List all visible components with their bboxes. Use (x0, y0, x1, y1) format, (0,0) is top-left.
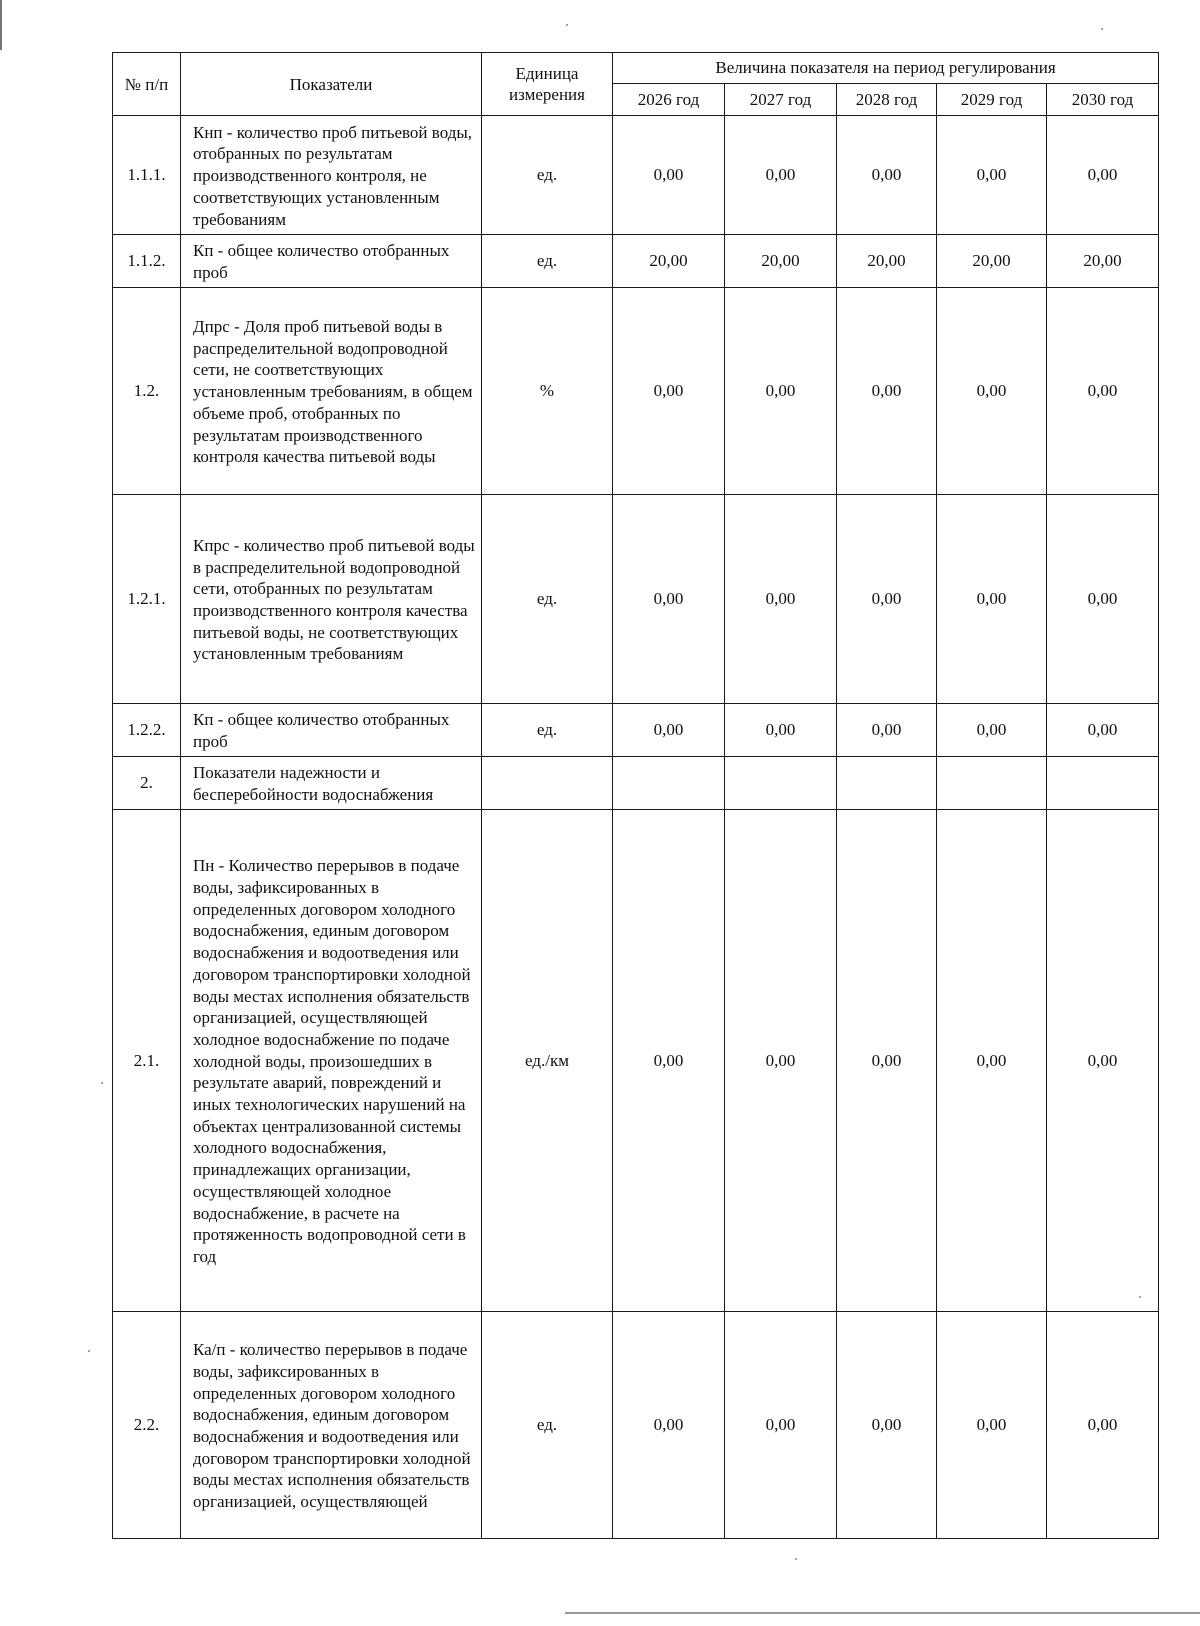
row-indicator: Кпрс - количество проб питьевой воды в распределительной водопроводной сети, отобранных по результатам производственного контроля качества питьевой воды, не соответствующих установленным требованиям (181, 495, 482, 704)
header-year: 2029 год (937, 84, 1047, 116)
table-row (113, 1312, 1159, 1539)
row-value: 0,00 (613, 810, 725, 1312)
row-value: 0,00 (937, 495, 1047, 704)
table-row (113, 235, 1159, 288)
row-indicator: Кп - общее количество отобранных проб (181, 704, 482, 757)
row-value: 0,00 (613, 495, 725, 704)
table-row (113, 704, 1159, 757)
table-row (113, 757, 1159, 810)
row-value: 0,00 (937, 810, 1047, 1312)
row-value: 0,00 (725, 495, 837, 704)
header-year: 2026 год (613, 84, 725, 116)
table-row (113, 495, 1159, 704)
row-value: 0,00 (1047, 288, 1159, 495)
row-value: 0,00 (837, 116, 937, 235)
row-indicator: Пн - Количество перерывов в подаче воды, зафиксированных в определенных договором холодного водоснабжения, единым договором водоснабжения и водоотведения или договором транспортировки холодной воды местах исполнения обязательств организацией, осуществляющей холодное водоснабжение по подаче холодной воды, произошедших в результате аварий, повреждений и иных технологических нарушений на объектах централизованной системы холодного водоснабжения, принадлежащих организации, осуществляющей холодное водоснабжение, в расчете на протяженность водопроводной сети в год (181, 810, 482, 1312)
table-body (113, 116, 1159, 1539)
header-year: 2027 год (725, 84, 837, 116)
table-row (113, 288, 1159, 495)
row-unit: ед. (482, 1312, 613, 1539)
row-unit: ед. (482, 495, 613, 704)
header-year: 2028 год (837, 84, 937, 116)
header-year: 2030 год (1047, 84, 1159, 116)
scan-speck (88, 1350, 90, 1352)
row-value: 0,00 (837, 810, 937, 1312)
header-row-top (113, 53, 1159, 84)
row-unit: ед. (482, 235, 613, 288)
row-value: 20,00 (937, 235, 1047, 288)
row-value: 0,00 (613, 1312, 725, 1539)
row-value: 20,00 (725, 235, 837, 288)
row-num: 2.2. (113, 1312, 181, 1539)
row-num: 1.2.2. (113, 704, 181, 757)
row-value: 0,00 (725, 704, 837, 757)
scan-speck (566, 24, 568, 26)
row-value: 0,00 (1047, 704, 1159, 757)
row-value: 0,00 (937, 704, 1047, 757)
row-value: 0,00 (613, 288, 725, 495)
scan-speck (795, 1558, 797, 1560)
row-unit: % (482, 288, 613, 495)
row-unit: ед. (482, 704, 613, 757)
row-num: 1.1.2. (113, 235, 181, 288)
row-indicator: Ка/п - количество перерывов в подаче воды, зафиксированных в определенных договором холодного водоснабжения, единым договором водоснабжения и водоотведения или договором транспортировки холодной воды местах исполнения обязательств организацией, осуществляющей (181, 1312, 482, 1539)
header-indicator: Показатели (181, 53, 482, 116)
row-value (937, 757, 1047, 810)
row-num: 1.1.1. (113, 116, 181, 235)
row-value: 0,00 (725, 810, 837, 1312)
row-value: 0,00 (837, 704, 937, 757)
row-value: 0,00 (613, 116, 725, 235)
row-value: 0,00 (937, 1312, 1047, 1539)
row-unit: ед./км (482, 810, 613, 1312)
row-value: 0,00 (1047, 116, 1159, 235)
row-unit: ед. (482, 116, 613, 235)
row-value: 20,00 (837, 235, 937, 288)
row-unit (482, 757, 613, 810)
scan-speck (101, 1082, 103, 1084)
row-indicator: Кнп - количество проб питьевой воды, отобранных по результатам производственного контроля, не соответствующих установленным требованиям (181, 116, 482, 235)
table-header (113, 53, 1159, 116)
row-value: 0,00 (725, 1312, 837, 1539)
row-num: 2.1. (113, 810, 181, 1312)
row-value (1047, 757, 1159, 810)
row-value (725, 757, 837, 810)
row-num: 1.2.1. (113, 495, 181, 704)
row-num: 2. (113, 757, 181, 810)
scan-speck (1101, 28, 1103, 30)
row-value: 20,00 (613, 235, 725, 288)
header-period: Величина показателя на период регулирования (613, 53, 1159, 84)
row-num: 1.2. (113, 288, 181, 495)
table-row (113, 810, 1159, 1312)
row-value: 0,00 (613, 704, 725, 757)
page-edge (0, 0, 2, 50)
row-value: 0,00 (1047, 810, 1159, 1312)
row-indicator: Кп - общее количество отобранных проб (181, 235, 482, 288)
page-bottom-rule (565, 1612, 1200, 1614)
row-value: 0,00 (1047, 1312, 1159, 1539)
row-value: 0,00 (837, 1312, 937, 1539)
header-num: № п/п (113, 53, 181, 116)
row-value (613, 757, 725, 810)
row-value: 0,00 (1047, 495, 1159, 704)
header-unit: Единица измерения (482, 53, 613, 116)
row-value: 0,00 (837, 288, 937, 495)
row-value: 0,00 (937, 116, 1047, 235)
row-indicator: Дпрс - Доля проб питьевой воды в распределительной водопроводной сети, не соответствующих установленным требованиям, в общем объеме проб, отобранных по результатам производственного контроля качества питьевой воды (181, 288, 482, 495)
row-indicator: Показатели надежности и бесперебойности водоснабжения (181, 757, 482, 810)
indicators-table (112, 52, 1159, 1539)
table-row (113, 116, 1159, 235)
row-value: 0,00 (837, 495, 937, 704)
row-value (837, 757, 937, 810)
row-value: 0,00 (725, 116, 837, 235)
row-value: 20,00 (1047, 235, 1159, 288)
row-value: 0,00 (725, 288, 837, 495)
row-value: 0,00 (937, 288, 1047, 495)
